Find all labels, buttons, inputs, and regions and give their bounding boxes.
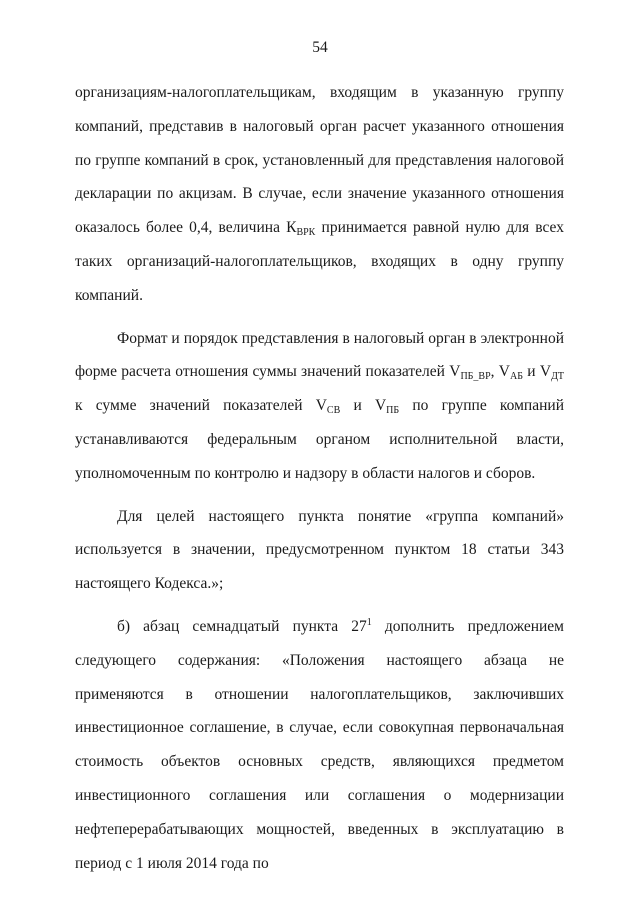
paragraph-text: по группе компаний устанавливаются федеральным органом исполнительной власти, уполномоченным по контролю и надзору в области налогов и сборов. <box>75 397 564 482</box>
paragraph-text: дополнить предложением следующего содержания: «Положения настоящего абзаца не применяются в отношении налогоплательщиков, заключивших инвестиционное соглашение, в случае, если совокупная первоначальная стоимость объектов основных средств, являющихся предметом инвестиционного соглашения или соглашения о модернизации нефтеперерабатывающих мощностей, введенных в эксплуатацию в период с 1 июля 2014 года по <box>75 617 564 872</box>
subscript-pb: ПБ <box>386 405 400 417</box>
paragraph-text: , V <box>490 363 511 381</box>
subscript-pb-vr: ПБ_ВР <box>460 371 491 383</box>
paragraph-group-deadline <box>75 76 564 313</box>
paragraph-text: к сумме значений показателей V <box>75 397 327 415</box>
subscript-sv: СВ <box>326 405 341 417</box>
paragraph-text: б) абзац семнадцатый пункта 27 <box>117 617 367 635</box>
subscript-vrk: ВРК <box>296 227 316 239</box>
paragraph-text: принимается равной нулю для всех таких организаций-налогоплательщиков, входящих в одну группу компаний. <box>75 219 564 304</box>
paragraph-text: и V <box>340 397 387 415</box>
paragraph-text: и V <box>522 363 552 381</box>
subscript-dt: ДТ <box>551 371 564 383</box>
subscript-ab: АБ <box>510 371 523 383</box>
paragraph-group-definition: Для целей настоящего пункта понятие «группа компаний» используется в значении, предусмотренном пунктом 18 статьи 343 настоящего Кодекса.»; <box>75 507 564 593</box>
paragraph-text: Формат и порядок представления в налоговый орган в электронной форме расчета отношения суммы значений показателей V <box>75 329 564 381</box>
paragraph-text: организациям-налогоплательщикам, входящим в указанную группу компаний, представив в налоговый орган расчет указанного отношения по группе компаний в срок, установленный для представления налоговой декларации по акцизам. В случае, если значение указанного отношения оказалось более 0,4, величина К <box>75 84 564 237</box>
superscript-1: 1 <box>366 616 372 628</box>
page-number: 54 <box>312 39 328 56</box>
document-body <box>75 76 564 880</box>
paragraph-amendment-b <box>75 610 564 880</box>
paragraph-format-order <box>75 322 564 491</box>
